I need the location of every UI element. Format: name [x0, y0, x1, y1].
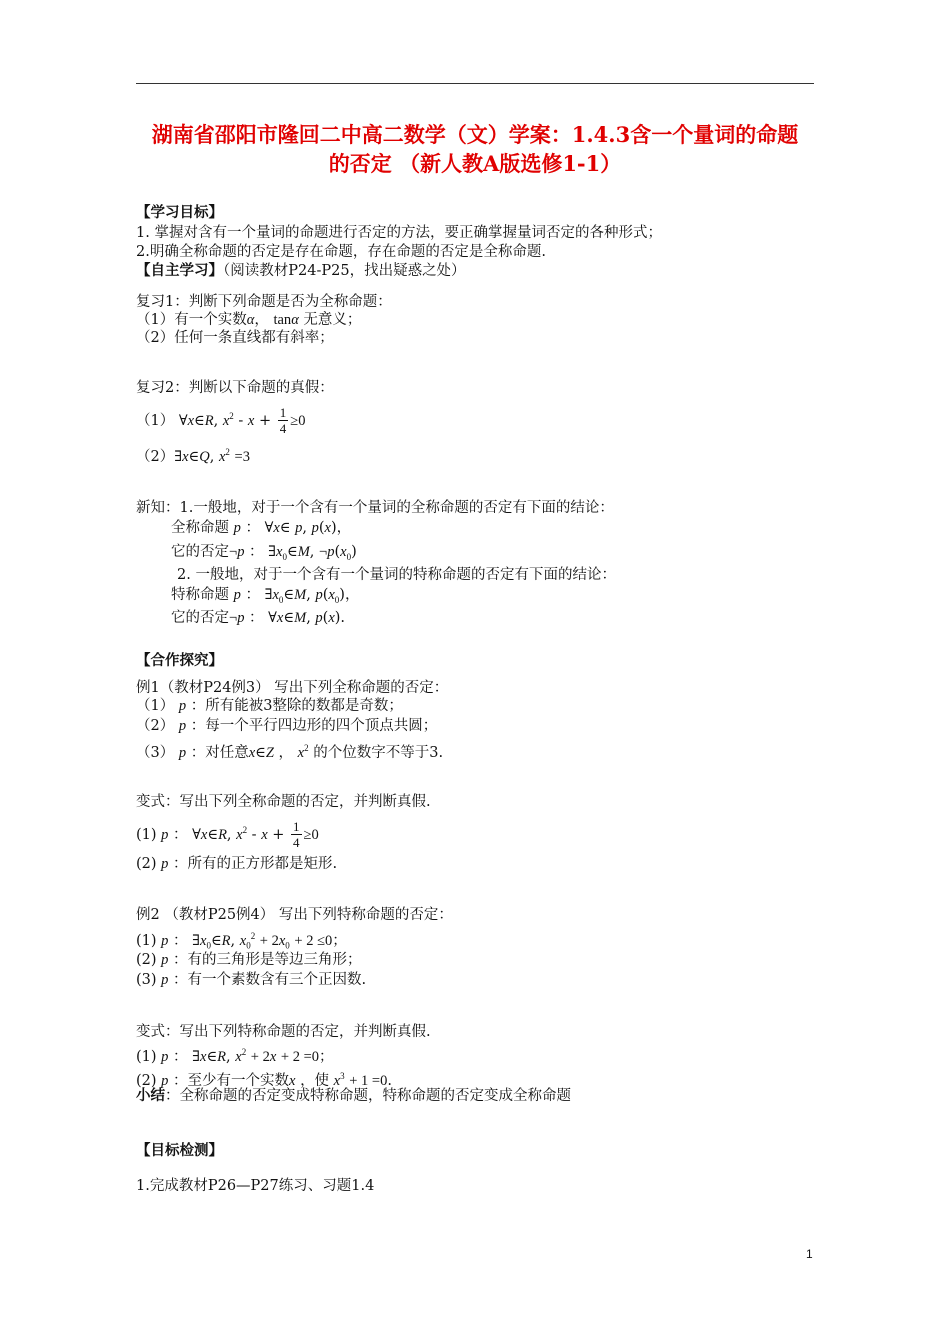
variant-2-item-1: (1) p ： ∃x∈R, $x^2 + 2x + 2 =0$； [136, 1047, 334, 1065]
existential-proposition: 特称命题 p ： $\exists x_0\in M$, $p(x_0)$， [171, 587, 360, 605]
goal-1: 1. 掌握对含有一个量词的命题进行否定的方法，要正确掌握量词否定的各种形式； [136, 225, 662, 241]
review-1-item-2: （2）任何一条直线都有斜率； [136, 330, 334, 346]
example-2-item-3: (3) p ：有一个素数含有三个正因数. [136, 972, 367, 988]
title-line-1: 湖南省邵阳市隆回二中高二数学（文）学案：1.4.3含一个量词的命题 [151, 122, 799, 147]
variant-2-item-2: (2) p ：至少有一个实数x ，使 $x^3 + 1 =0$. [136, 1071, 392, 1089]
section-heading-test: 【目标检测】 [136, 1142, 223, 1159]
page-number: 1 [806, 1247, 813, 1261]
review-2-prompt: 复习2：判断以下命题的真假： [136, 380, 334, 396]
review-2-item-1: （1） ∀x∈R, $x^2$ - x + $\frac{1}{4}$ ≥0 [136, 405, 306, 437]
example-1-item-2: （2） p ：每一个平行四边形的四个顶点共圆； [136, 718, 438, 734]
example-2-item-2: (2) p ：有的三角形是等边三角形； [136, 952, 362, 968]
test-item-1: 1.完成教材P26—P27练习、习题1.4 [136, 1178, 375, 1194]
example-1-item-3: （3） p ：对任意x∈Z ， $x^2$ 的个位数字不等于3. [136, 743, 444, 761]
example-1-item-1: （1） p ：所有能被3整除的数都是奇数； [136, 698, 403, 714]
new-knowledge-1: 新知：1.一般地，对于一个含有一个量词的全称命题的否定有下面的结论： [136, 500, 614, 516]
new-knowledge-2: 2. 一般地，对于一个含有一个量词的特称命题的否定有下面的结论： [177, 567, 616, 583]
section-heading-cooperation: 【合作探究】 [136, 652, 223, 669]
variant-2-prompt: 变式：写出下列特称命题的否定，并判断真假. [136, 1024, 431, 1040]
universal-negation: 它的否定¬p ： $\exists x_0\in M$, $\neg p(x_0)$ [171, 544, 357, 562]
section-heading-self-study: 【自主学习】 [136, 262, 223, 279]
example-2-prompt: 例2 （教材P25例4） 写出下列特称命题的否定： [136, 907, 453, 923]
example-1-prompt: 例1（教材P24例3） 写出下列全称命题的否定： [136, 680, 449, 696]
variant-1-prompt: 变式：写出下列全称命题的否定，并判断真假. [136, 794, 431, 810]
section-heading-goals: 【学习目标】 [136, 204, 223, 221]
header-rule [136, 83, 814, 84]
universal-proposition: 全称命题 p ： ∀x∈ p, p(x)， [171, 520, 352, 536]
variant-1-item-1: (1) p ： ∀x∈R, $x^2$ - x + $\frac{1}{4}$ ≥0 [136, 819, 319, 851]
self-study-note: （阅读教材P24-P25，找出疑惑之处） [223, 263, 466, 279]
review-1-prompt: 复习1：判断下列命题是否为全称命题： [136, 294, 392, 310]
example-2-item-1: (1) p ： $\exists x_0\in R$, $x_0^2 + 2x_0 + 2 \le 0$； [136, 931, 347, 951]
goal-2: 2.明确全称命题的否定是存在命题，存在命题的否定是全称命题. [136, 244, 546, 260]
summary: 小结：全称命题的否定变成特称命题，特称命题的否定变成全称命题 [136, 1087, 571, 1104]
variant-1-item-2: (2) p ：所有的正方形都是矩形. [136, 856, 338, 872]
review-1-item-1: （1）有一个实数α， tanα 无意义； [136, 312, 362, 328]
review-2-item-2: （2）∃x∈Q, $x^2 =3$ [136, 447, 250, 465]
existential-negation: 它的否定¬p ： ∀x∈M, p(x). [171, 610, 346, 626]
title-line-2: 的否定 （新人教A版选修1-1） [328, 151, 622, 176]
self-study-line [136, 261, 466, 281]
document-title [120, 120, 830, 178]
